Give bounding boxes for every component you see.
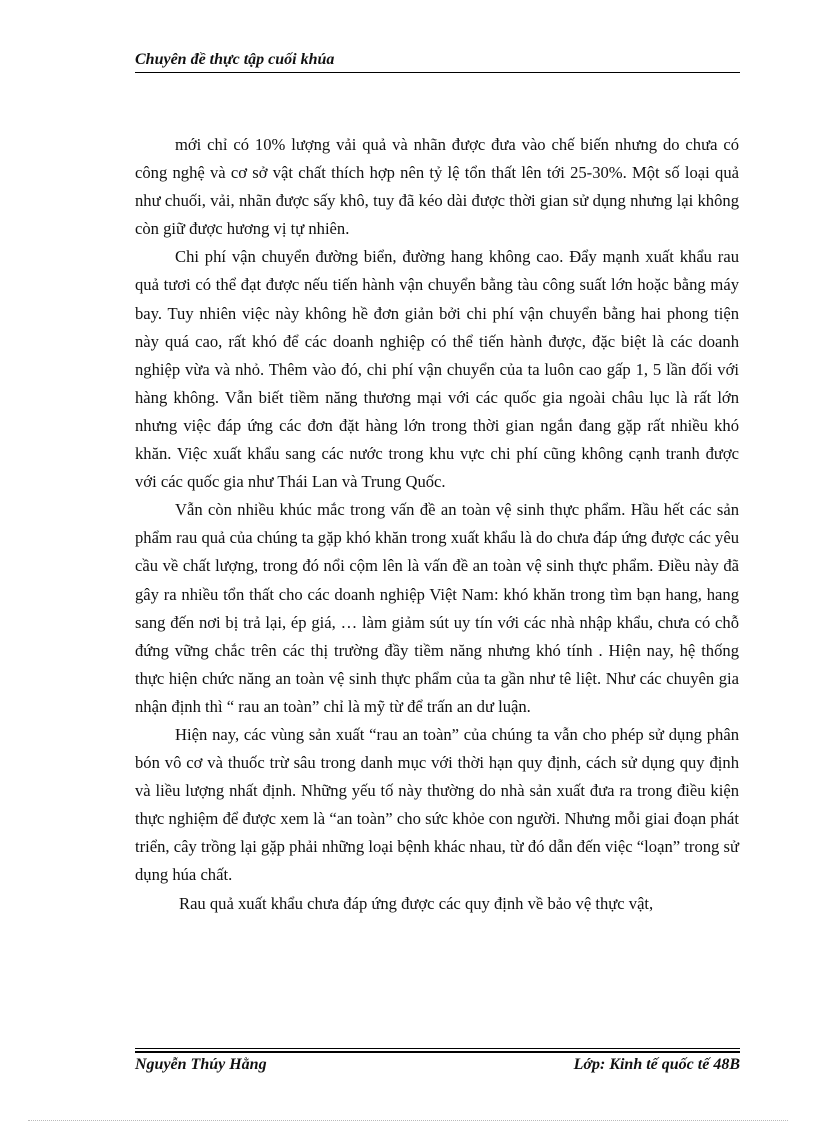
footer-rule <box>135 1048 740 1053</box>
paragraph: Vẫn còn nhiều khúc mắc trong vấn đề an toàn vệ sinh thực phẩm. Hầu hết các sản phẩm rau quả của chúng ta gặp khó khăn trong xuất khẩu là do chưa đáp ứng được các yêu cầu về chất lượng, trong đó nổi cộm lên là vấn đề an toàn vệ sinh thực phẩm. Điều này đã gây ra nhiều tổn thất cho các doanh nghiệp Việt Nam: khó khăn trong tìm bạn hang, hang sang đến nơi bị trả lại, ép giá, … làm giảm sút uy tín với các nhà nhập khẩu, chưa có chỗ đứng vững chắc trên các thị trường đầy tiềm năng nhưng khó tính . Hiện nay, hệ thống thực hiện chức năng an toàn vệ sinh thực phẩm của ta gần như tê liệt. Như các chuyên gia nhận định thì “ rau an toàn” chỉ là mỹ từ để trấn an dư luận. <box>135 500 739 716</box>
footer-author: Nguyễn Thúy Hằng <box>135 1056 267 1073</box>
paragraph: Chi phí vận chuyển đường biển, đường hang không cao. Đẩy mạnh xuất khẩu rau quả tươi có thể đạt được nếu tiến hành vận chuyển bằng tàu công suất lớn hoặc bằng máy bay. Tuy nhiên việc này không hề đơn giản bởi chi phí vận chuyển bằng hai phong tiện này quá cao, rất khó để các doanh nghiệp có thể tiến hành được, đặc biệt là các doanh nghiệp vừa và nhỏ. Thêm vào đó, chi phí vận chuyển của ta luôn cao gấp 1, 5 lần đối với hàng không. Vẫn biết tiềm năng thương mại với các quốc gia ngoài châu lục là rất lớn nhưng việc đáp ứng các đơn đặt hàng lớn trong thời gian ngắn đang gặp rất nhiều khó khăn. Việc xuất khẩu sang các nước trong khu vực chi phí cũng không cạnh tranh được với các quốc gia như Thái Lan và Trung Quốc. <box>135 247 739 492</box>
header-rule <box>135 72 740 73</box>
footer-class: Lớp: Kinh tế quốc tế 48B <box>573 1056 740 1073</box>
body-text <box>135 131 739 918</box>
paragraph: Rau quả xuất khẩu chưa đáp ứng được các quy định về bảo vệ thực vật, <box>179 893 654 913</box>
page-footer <box>135 1054 740 1076</box>
paragraph: Hiện nay, các vùng sản xuất “rau an toàn” của chúng ta vẫn cho phép sử dụng phân bón vô cơ và thuốc trừ sâu trong danh mục với thời hạn quy định, cách sử dụng quy định và liều lượng nhất định. Những yếu tố này thường do nhà sản xuất đưa ra trong điều kiện thực nghiệm để được xem là “an toàn” cho sức khỏe con người. Nhưng mỗi giai đoạn phát triển, cây trồng lại gặp phải những loại bệnh khác nhau, từ đó dẫn đến việc “loạn” trong sử dụng húa chất. <box>135 724 739 885</box>
header-title: Chuyên đề thực tập cuối khúa <box>135 51 335 68</box>
paragraph: mới chỉ có 10% lượng vải quả và nhãn được đưa vào chế biến nhưng do chưa có công nghệ và cơ sở vật chất thích hợp nên tỷ lệ tổn thất lên tới 25-30%. Một số loại quả như chuối, vải, nhãn được sấy khô, tuy đã kéo dài được thời gian sử dụng nhưng lại không còn giữ được hương vị tự nhiên. <box>135 135 739 239</box>
page-bottom-dotted-line <box>28 1120 788 1121</box>
page-header <box>135 50 740 70</box>
